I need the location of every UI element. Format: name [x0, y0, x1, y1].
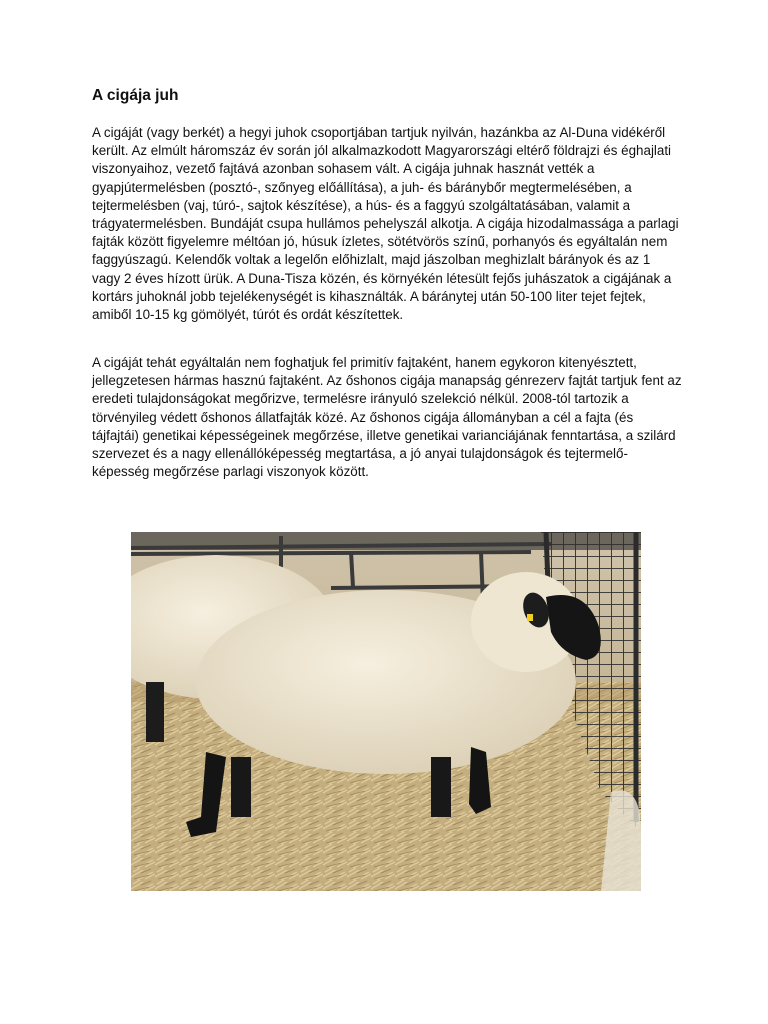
paragraph-1: A cigáját (vagy berkét) a hegyi juhok csoportjában tartjuk nyilván, hazánkba az Al-Duna vidékéről került. Az elmúlt háromszáz év során jól alkalmazkodott Magyarországi eltérő földrajzi és éghajlati viszonyaihoz, vezető fajtává azonban sohasem vált. A cigája juhnak hasznát vették a gyapjútermelésben (posztó-, szőnyeg előállítása), a juh- és báránybőr megtermelésében, a tejtermelésben (vaj, túró-, sajtok készítése), a hús- és a faggyú szolgáltatásában, valamit a trágyatermelésben. Bundáját csupa hullámos pehelyszál alkotja. A cigája hizodalmassága a parlagi fajták között figyelemre méltóan jó, húsuk ízletes, sötétvörös színű, porhanyós és egyáltalán nem faggyúszagú. Kelendők voltak a legelőn előhizlalt, majd jászolban meghizlalt bárányok és az 1 vagy 2 éves hízott ürük. A Duna-Tisza közén, és környékén létesült fejős juhászatok a cigájának a kortárs juhoknál jobb tejelékenységét is kihasználták. A báránytej után 50-100 liter tejet fejtek, amiből 10-15 kg gömölyét, túrót és ordát készítettek. — [92, 125, 679, 323]
sheep-photo-illustration — [131, 532, 641, 891]
ear-tag — [527, 614, 533, 621]
page-title: A cigája juh — [92, 87, 179, 104]
paragraph-2: A cigáját tehát egyáltalán nem foghatjuk fel primitív fajtaként, hanem egykoron kitenyésztett, jellegzetesen hármas hasznú fajtaként. Az őshonos cigája manapság génrezerv fajtát tartjuk fent az eredeti tulajdonságokat megőrizve, termelésre irányuló szelekció nélkül. 2008-tól tartozik a törvényileg védett őshonos állatfajták közé. Az őshonos cigája állományban a cél a fajta (és tájfajtái) genetikai képességeinek megőrzése, illetve genetikai varianciájának fenntartása, a szilárd szervezet és a nagy ellenállóképesség megtartása, a jó anyai tulajdonságok és tejtermelő-képesség megőrzése parlagi viszonyok között. — [92, 355, 682, 480]
sheep-photo — [131, 532, 641, 891]
